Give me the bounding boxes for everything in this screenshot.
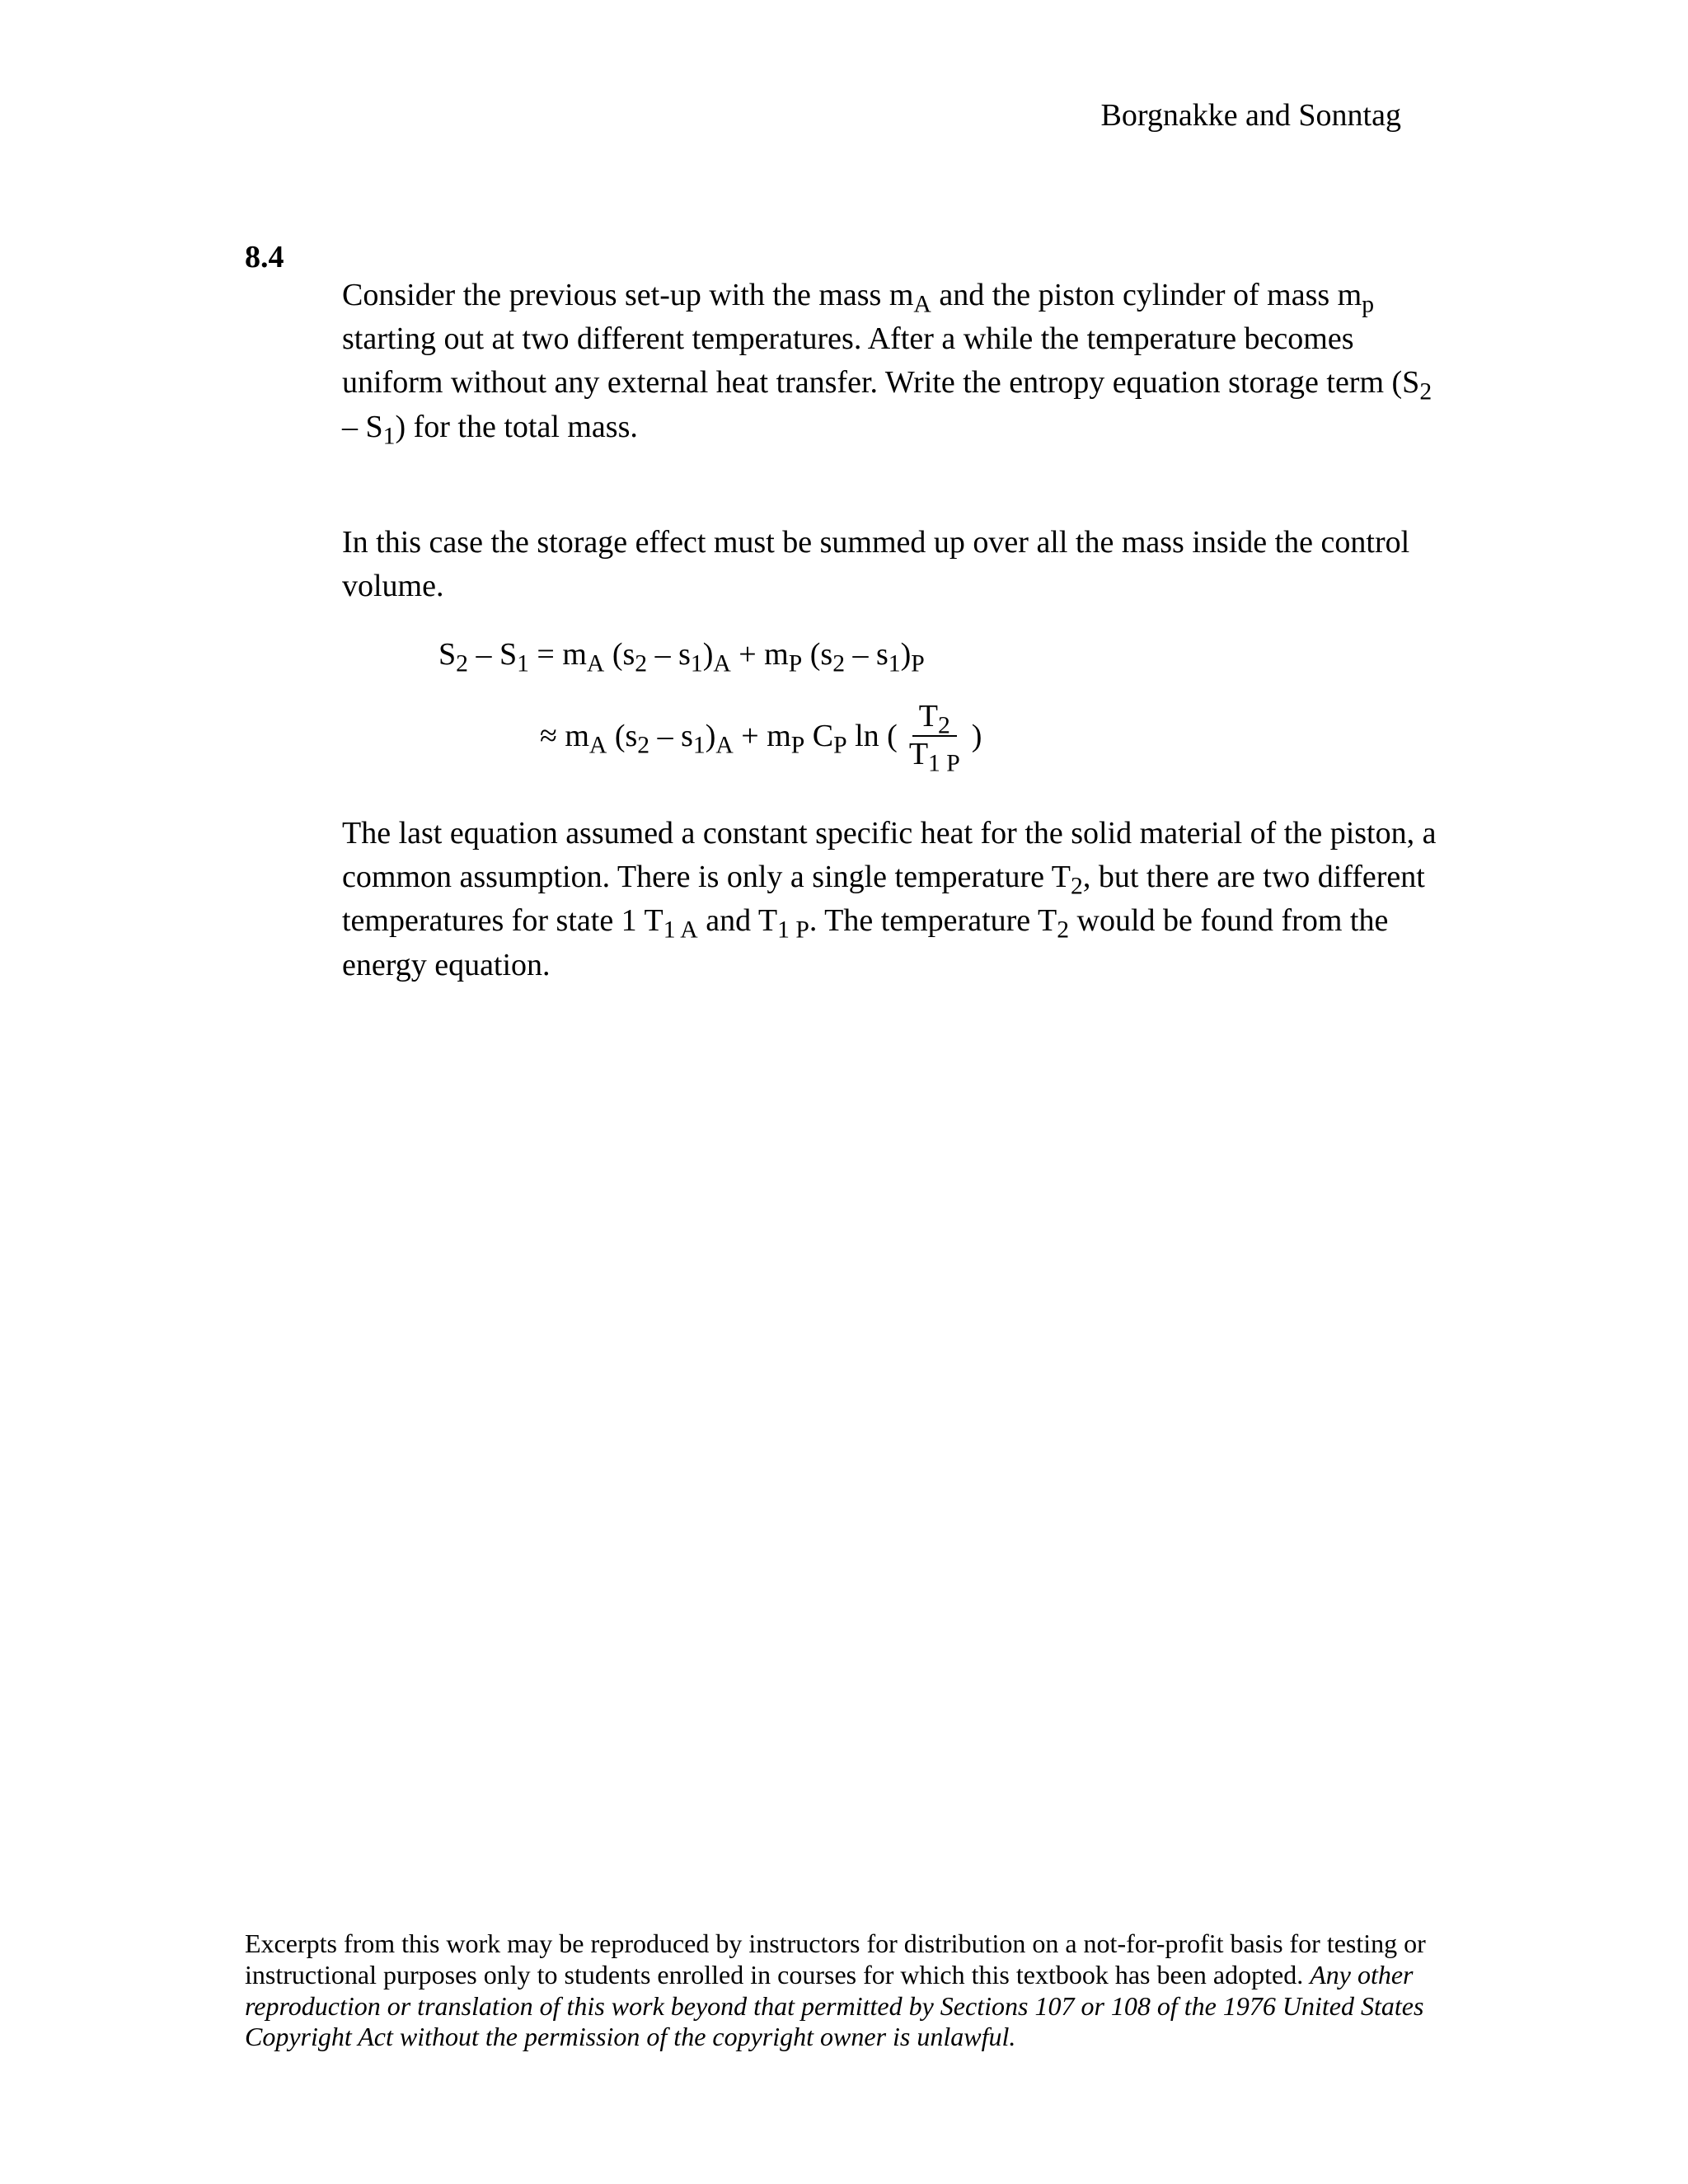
temperature-ratio-fraction [903, 699, 967, 777]
solution-conclusion: The last equation assumed a constant specific heat for the solid material of the piston, a common assumption. There is only a single temperature $T_2$, but there are two different temperatures for state 1 $T_{1 A}$ and $T_{1 P}$. The temperature $T_2$ would be found from the energy equation. [342, 816, 1437, 982]
page-header: Borgnakke and Sonntag [1100, 98, 1401, 133]
problem-number: 8.4 [245, 240, 284, 274]
fraction-numerator: $T_2$ [912, 699, 957, 737]
solution-intro: In this case the storage effect must be summed up over all the mass inside the control volume. [342, 525, 1410, 604]
copyright-notice: Excerpts from this work may be reproduced by instructors for distribution on a not-for-profit basis for testing or instructional purposes only to students enrolled in courses for which this textbook has been adopted. Any other reproduction or translation of this work beyond that permitted by Sections 107 or 108 of the 1976 United States Copyright Act without the permission of the copyright owner is unlawful. [245, 1929, 1426, 2052]
fraction-denominator: $T_{1 P}$ [908, 737, 960, 777]
approximation-equation: ≈ $m_A$ $(s_2 - s_1)_A + m_P$ $C_P$ ln ( $\frac{T_2}{T_{1 P}}$ ) [540, 699, 982, 777]
problem-statement: Consider the previous set-up with the mass $m_A$ and the piston cylinder of mass $m_p$ starting out at two different temperatures. After a while the temperature becomes uniform without any external heat transfer. Write the entropy equation storage term $(S_2 - S_1)$ for the total mass. [342, 278, 1432, 449]
entropy-equation: $S_2 - S_1 = m_A$ $(s_2 - s_1)_A + m_P$ $(s_2 - s_1)_P$ [438, 637, 925, 677]
